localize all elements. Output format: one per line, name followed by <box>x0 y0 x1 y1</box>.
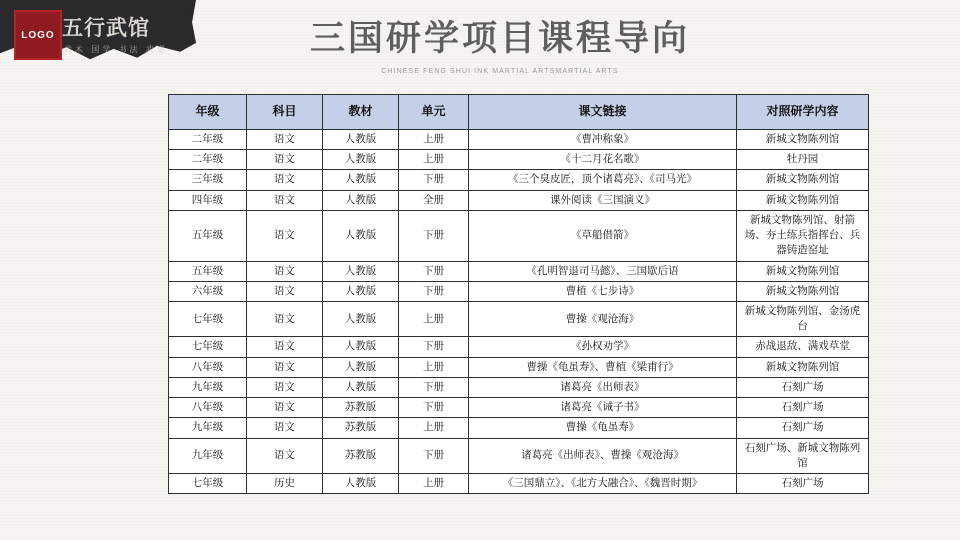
brand-name: 五行武馆 <box>62 17 150 40</box>
cell-subject: 语文 <box>247 170 323 190</box>
table-row <box>169 170 869 190</box>
table-row <box>169 210 869 261</box>
table-row <box>169 130 869 150</box>
cell-site: 新城文物陈列馆 <box>737 130 869 150</box>
cell-subject: 语文 <box>247 130 323 150</box>
cell-unit: 下册 <box>399 438 469 473</box>
cell-link: 曹操《观沧海》 <box>469 301 737 336</box>
cell-grade: 九年级 <box>169 438 247 473</box>
column-header-unit: 单元 <box>399 95 469 130</box>
cell-subject: 语文 <box>247 337 323 357</box>
cell-grade: 七年级 <box>169 337 247 357</box>
cell-link: 曹操《龟虽寿》 <box>469 418 737 438</box>
cell-link: 《孙权劝学》 <box>469 337 737 357</box>
table-row <box>169 150 869 170</box>
cell-subject: 语文 <box>247 357 323 377</box>
cell-grade: 九年级 <box>169 418 247 438</box>
cell-textbook: 人教版 <box>323 301 399 336</box>
cell-unit: 上册 <box>399 418 469 438</box>
cell-subject: 语文 <box>247 150 323 170</box>
column-header-link: 课文链接 <box>469 95 737 130</box>
cell-grade: 八年级 <box>169 398 247 418</box>
cell-subject: 语文 <box>247 301 323 336</box>
cell-subject: 历史 <box>247 473 323 493</box>
cell-link: 《三国鼎立》、《北方大融合》、《魏晋时期》 <box>469 473 737 493</box>
table-row <box>169 261 869 281</box>
page-subtitle: CHINESE FENG SHUI INK MARTIAL ARTSMARTIAL ARTS <box>381 67 619 75</box>
cell-link: 《十二月花名歌》 <box>469 150 737 170</box>
cell-subject: 语文 <box>247 418 323 438</box>
cell-grade: 六年级 <box>169 281 247 301</box>
cell-textbook: 人教版 <box>323 130 399 150</box>
cell-unit: 上册 <box>399 130 469 150</box>
table-header-row <box>169 95 869 130</box>
table-body <box>169 130 869 494</box>
cell-site: 石刻广场、新城文物陈列馆 <box>737 438 869 473</box>
cell-subject: 语文 <box>247 398 323 418</box>
column-header-subject: 科目 <box>247 95 323 130</box>
column-header-grade: 年级 <box>169 95 247 130</box>
table-row <box>169 473 869 493</box>
cell-textbook: 人教版 <box>323 473 399 493</box>
cell-link: 《草船借箭》 <box>469 210 737 261</box>
cell-site: 新城文物陈列馆、金汤虎台 <box>737 301 869 336</box>
cell-link: 课外阅读《三国演义》 <box>469 190 737 210</box>
cell-site: 新城文物陈列馆 <box>737 261 869 281</box>
cell-site: 石刻广场 <box>737 418 869 438</box>
cell-grade: 九年级 <box>169 377 247 397</box>
cell-subject: 语文 <box>247 438 323 473</box>
cell-link: 诸葛亮《出师表》、曹操《观沧海》 <box>469 438 737 473</box>
cell-subject: 语文 <box>247 190 323 210</box>
cell-unit: 上册 <box>399 150 469 170</box>
cell-grade: 二年级 <box>169 150 247 170</box>
cell-unit: 上册 <box>399 473 469 493</box>
cell-subject: 语文 <box>247 281 323 301</box>
cell-subject: 语文 <box>247 261 323 281</box>
table-row <box>169 301 869 336</box>
table-row <box>169 377 869 397</box>
cell-textbook: 苏教版 <box>323 398 399 418</box>
table-row <box>169 398 869 418</box>
title-area <box>0 16 960 75</box>
cell-grade: 四年级 <box>169 190 247 210</box>
page-title: 三国研学项目课程导向 <box>309 18 690 59</box>
cell-textbook: 人教版 <box>323 377 399 397</box>
cell-site: 新城文物陈列馆 <box>737 281 869 301</box>
cell-unit: 下册 <box>399 170 469 190</box>
table-row <box>169 438 869 473</box>
brand-tagline: 武术 国学 书法 武道 <box>64 45 168 54</box>
cell-textbook: 人教版 <box>323 190 399 210</box>
cell-site: 石刻广场 <box>737 377 869 397</box>
table-row <box>169 281 869 301</box>
cell-textbook: 人教版 <box>323 281 399 301</box>
column-header-textbook: 教材 <box>323 95 399 130</box>
cell-textbook: 人教版 <box>323 210 399 261</box>
cell-subject: 语文 <box>247 210 323 261</box>
cell-grade: 八年级 <box>169 357 247 377</box>
cell-unit: 上册 <box>399 357 469 377</box>
cell-grade: 三年级 <box>169 170 247 190</box>
cell-unit: 下册 <box>399 261 469 281</box>
cell-textbook: 人教版 <box>323 357 399 377</box>
table-row <box>169 190 869 210</box>
cell-unit: 下册 <box>399 398 469 418</box>
cell-grade: 五年级 <box>169 210 247 261</box>
cell-unit: 下册 <box>399 210 469 261</box>
cell-site: 赤战退敌、满戏草堂 <box>737 337 869 357</box>
cell-link: 曹操《龟虽寿》、曹植《梁甫行》 <box>469 357 737 377</box>
cell-textbook: 苏教版 <box>323 438 399 473</box>
cell-link: 《三个臭皮匠，顶个诸葛亮》、《司马光》 <box>469 170 737 190</box>
cell-unit: 上册 <box>399 301 469 336</box>
cell-textbook: 人教版 <box>323 170 399 190</box>
cell-link: 诸葛亮《出师表》 <box>469 377 737 397</box>
cell-textbook: 人教版 <box>323 337 399 357</box>
cell-site: 石刻广场 <box>737 473 869 493</box>
column-header-site: 对照研学内容 <box>737 95 869 130</box>
cell-link: 《孔明智退司马懿》、三国歇后语 <box>469 261 737 281</box>
cell-grade: 七年级 <box>169 473 247 493</box>
cell-site: 新城文物陈列馆、射箭场、夯土练兵指挥台、兵器铸造窑址 <box>737 210 869 261</box>
cell-site: 牡丹园 <box>737 150 869 170</box>
cell-site: 新城文物陈列馆 <box>737 357 869 377</box>
cell-site: 新城文物陈列馆 <box>737 170 869 190</box>
cell-grade: 七年级 <box>169 301 247 336</box>
cell-grade: 五年级 <box>169 261 247 281</box>
table-row <box>169 357 869 377</box>
cell-unit: 下册 <box>399 377 469 397</box>
cell-unit: 下册 <box>399 281 469 301</box>
course-table <box>168 94 869 494</box>
table-row <box>169 337 869 357</box>
table-row <box>169 418 869 438</box>
cell-textbook: 苏教版 <box>323 418 399 438</box>
cell-textbook: 人教版 <box>323 261 399 281</box>
cell-link: 曹植《七步诗》 <box>469 281 737 301</box>
cell-unit: 下册 <box>399 337 469 357</box>
cell-site: 石刻广场 <box>737 398 869 418</box>
cell-textbook: 人教版 <box>323 150 399 170</box>
cell-grade: 二年级 <box>169 130 247 150</box>
course-table-wrapper <box>168 94 868 494</box>
cell-unit: 全册 <box>399 190 469 210</box>
cell-site: 新城文物陈列馆 <box>737 190 869 210</box>
logo-mark-text: LOGO <box>21 29 55 41</box>
cell-link: 《曹冲称象》 <box>469 130 737 150</box>
cell-link: 诸葛亮《诫子书》 <box>469 398 737 418</box>
cell-subject: 语文 <box>247 377 323 397</box>
